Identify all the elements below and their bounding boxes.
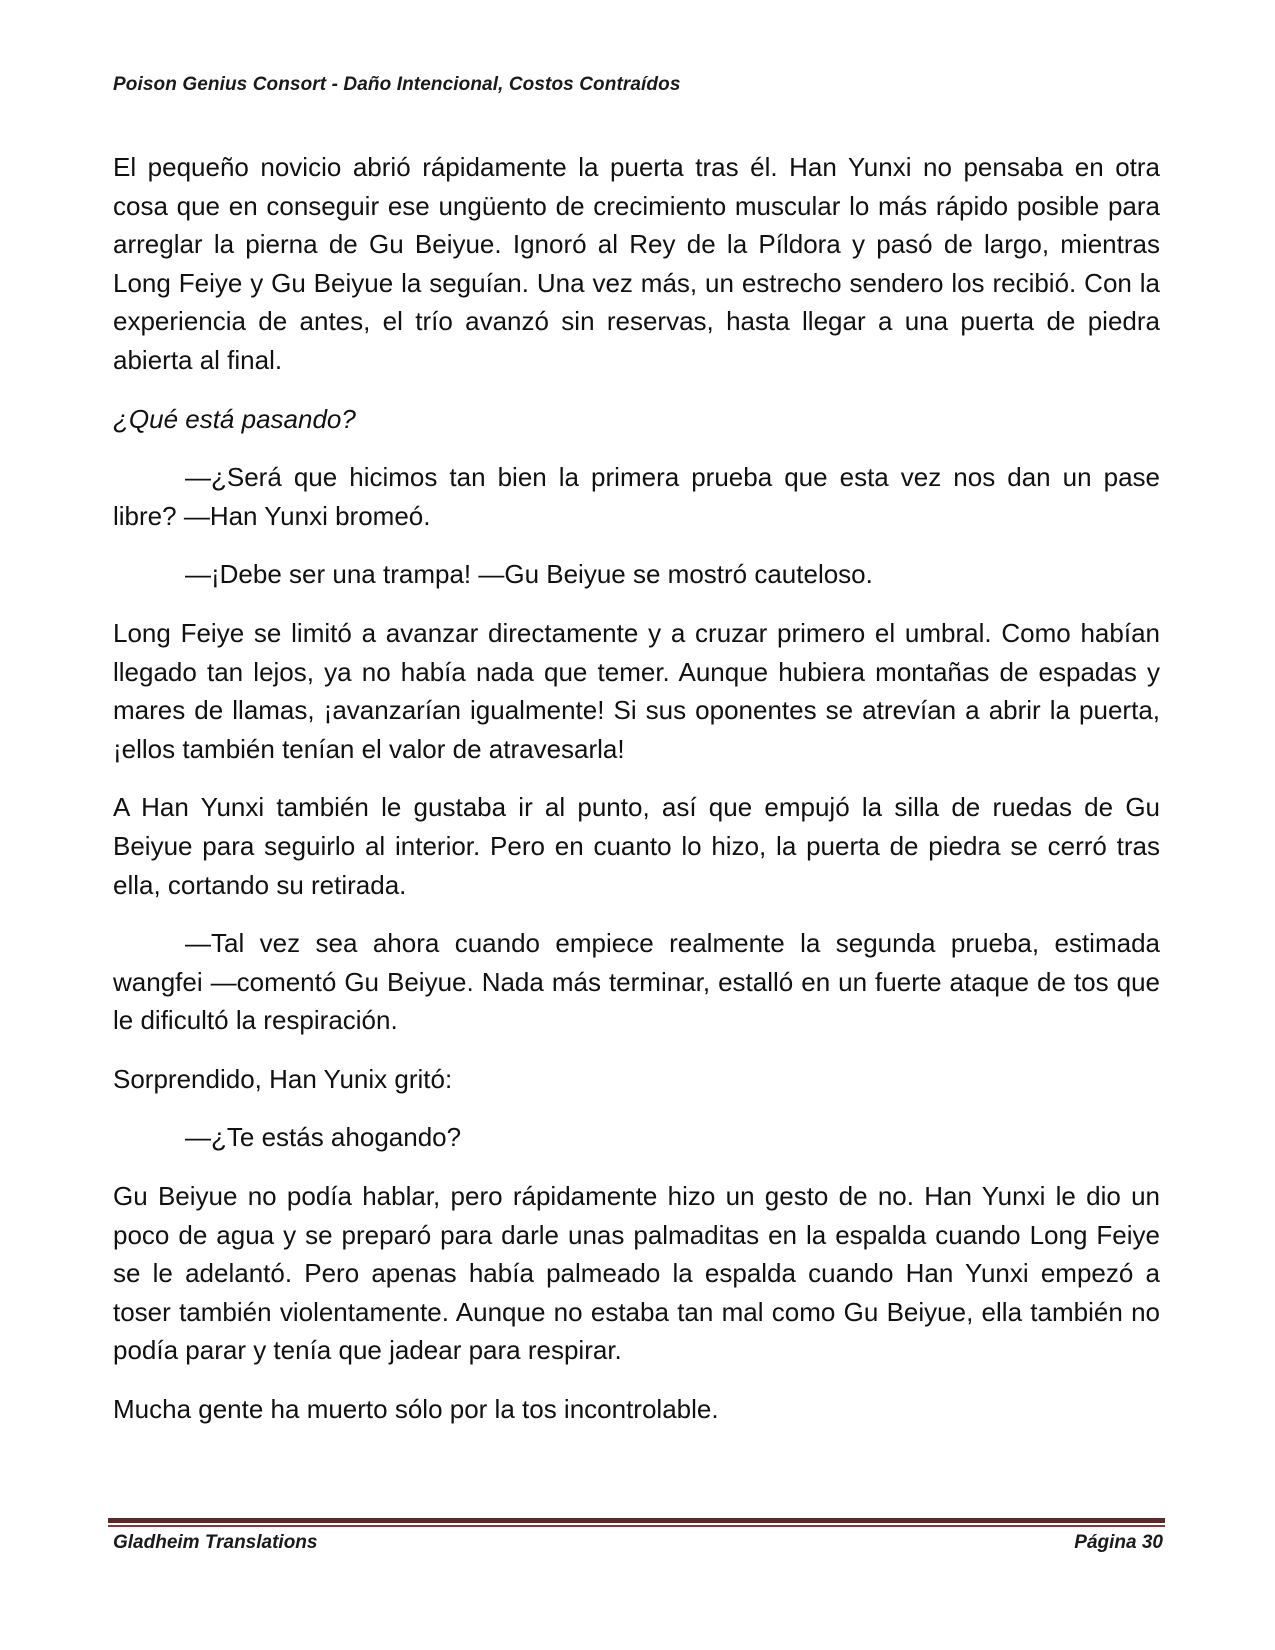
page-number: Página 30: [1074, 1532, 1163, 1553]
dialogue-paragraph: —¡Debe ser una trampa! —Gu Beiyue se mostró cauteloso.: [185, 559, 873, 590]
paragraph: A Han Yunxi también le gustaba ir al punto, así que empujó la silla de ruedas de Gu Beiyue para seguirlo al interior. Pero en cuanto lo hizo, la puerta de piedra se cerró tras ella, cortando su retirada.: [113, 792, 1160, 900]
paragraph: Gu Beiyue no podía hablar, pero rápidamente hizo un gesto de no. Han Yunxi le dio un poco de agua y se preparó para darle unas palmaditas en la espalda cuando Long Feiye se le adelantó. Pero apenas había palmeado la espalda cuando Han Yunxi empezó a toser también violentamente. Aunque no estaba tan mal como Gu Beiyue, ella también no podía parar y tenía que jadear para respirar.: [113, 1181, 1160, 1366]
paragraph: Mucha gente ha muerto sólo por la tos incontrolable.: [113, 1394, 719, 1425]
paragraph-italic: ¿Qué está pasando?: [113, 403, 356, 434]
dialogue-paragraph: —¿Será que hicimos tan bien la primera prueba que esta vez nos dan un pase libre? —Han Yunxi bromeó.: [113, 462, 1160, 531]
paragraph: Sorprendido, Han Yunix gritó:: [113, 1063, 453, 1094]
dialogue-paragraph: —Tal vez sea ahora cuando empiece realmente la segunda prueba, estimada wangfei —comentó Gu Beiyue. Nada más terminar, estalló en un fuerte ataque de tos que le dificultó la respiración.: [113, 928, 1160, 1036]
paragraph: Long Feiye se limitó a avanzar directamente y a cruzar primero el umbral. Como habían llegado tan lejos, ya no había nada que temer. Aunque hubiera montañas de espadas y mares de llamas, ¡avanzarían igualmente! Si sus oponentes se atrevían a abrir la puerta, ¡ellos también tenían el valor de atravesarla!: [113, 617, 1160, 764]
paragraph: El pequeño novicio abrió rápidamente la puerta tras él. Han Yunxi no pensaba en otra cosa que en conseguir ese ungüento de crecimiento muscular lo más rápido posible para arreglar la pierna de Gu Beiyue. Ignoró al Rey de la Píldora y pasó de largo, mientras Long Feiye y Gu Beiyue la seguían. Una vez más, un estrecho sendero los recibió. Con la experiencia de antes, el trío avanzó sin reservas, hasta llegar a una puerta de piedra abierta al final.: [113, 152, 1160, 375]
running-header: Poison Genius Consort - Daño Intencional, Costos Contraídos: [113, 74, 681, 95]
page-body: [113, 148, 1160, 1449]
footer-divider-thin: [108, 1525, 1165, 1527]
footer-publisher: Gladheim Translations: [113, 1532, 318, 1553]
footer-divider: [108, 1518, 1165, 1523]
dialogue-paragraph: —¿Te estás ahogando?: [185, 1122, 462, 1153]
